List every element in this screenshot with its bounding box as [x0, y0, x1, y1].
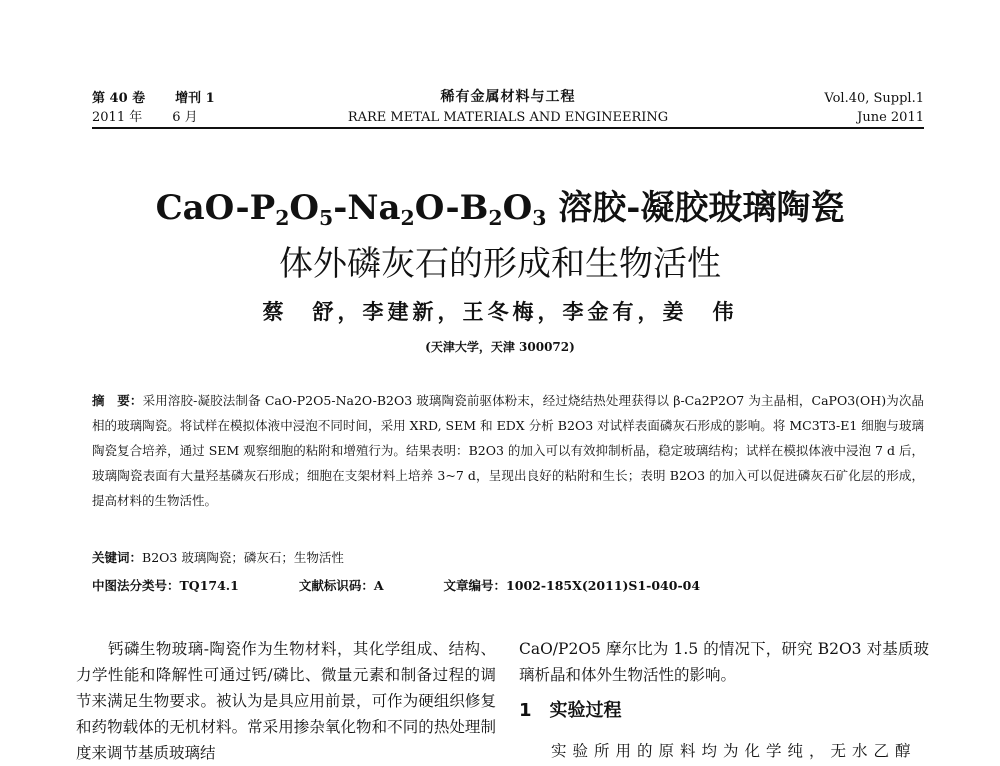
title-line-1-rest: 溶胶-凝胶玻璃陶瓷 — [558, 188, 845, 228]
volume-cn: 第 40 卷 — [92, 91, 146, 106]
body-left-column: 钙磷生物玻璃-陶瓷作为生物材料，其化学组成、结构、力学性能和降解性可通过钙/磷比、微量元素和制备过程的调节来满足生物要求。被认为是具应用前景，可作为硬组织修复和药物载体的无机材料。常采用掺杂氧化物和不同的热处理制度来调节基质玻璃结 — [76, 640, 496, 762]
authors: 蔡 舒，李建新，王冬梅，李金有，姜 伟 — [262, 299, 738, 324]
keywords-text: B2O3 玻璃陶瓷；磷灰石；生物活性 — [142, 550, 344, 565]
affiliation: (天津大学，天津 300072) — [425, 340, 575, 354]
right-paragraph-2: 实验所用的原料均为化学纯，无水乙醇 — [551, 742, 917, 760]
clc-number: 中图法分类号：TQ174.1 — [92, 578, 239, 593]
title-line-2: 体外磷灰石的形成和生物活性 — [279, 244, 721, 285]
section-title: 实验过程 — [549, 700, 622, 721]
abstract — [92, 388, 924, 513]
paper-title — [0, 186, 1000, 286]
keywords — [92, 548, 924, 566]
date-en: June 2011 — [857, 110, 924, 125]
keywords-label: 关键词： — [92, 550, 143, 565]
supplement-cn: 增刊 1 — [175, 91, 215, 106]
header-rule — [92, 127, 924, 129]
title-line-1: CaO-$P_2O_5-Na_2O-B_2O_3$ 溶胶-凝胶玻璃陶瓷 — [155, 188, 845, 231]
journal-title-cn: 稀有金属材料与工程 — [440, 89, 576, 105]
document-code: 文献标识码：A — [298, 578, 384, 593]
abstract-label: 摘 要： — [92, 393, 143, 408]
section-number: 1 — [519, 700, 532, 721]
section-heading — [519, 698, 929, 724]
year-cn: 2011 年 — [92, 110, 143, 125]
right-paragraph: CaO/P2O5 摩尔比为 1.5 的情况下，研究 B2O3 对基质玻璃析晶和体外生物活性的影响。 — [519, 640, 929, 684]
abstract-text: 采用溶胶-凝胶法制备 CaO-P2O5-Na2O-B2O3 玻璃陶瓷前驱体粉末，经过烧结热处理获得以 β-Ca2P2O7 为主晶相，CaPO3(OH)为次晶相的玻璃陶瓷。将试样在模拟体液中浸泡不同时间，采用 XRD, SEM 和 EDX 分析 B2O3 对试样表面磷灰石形成的影响。将 MC3T3-E1 细胞与玻璃陶瓷复合培养，通过 SEM 观察细胞的粘附和增殖行为。结果表明：B2O3 的加入可以有效抑制析晶，稳定玻璃结构；试样在模拟体液中浸泡 7 d 后，玻璃陶瓷表面有大量羟基磷灰石形成；细胞在支架材料上培养 3~7 d，呈现出良好的粘附和生长；表明 B2O3 的加入可以促进磷灰石矿化层的形成，提高材料的生物活性。 — [92, 393, 924, 508]
month-cn: 6 月 — [172, 110, 198, 125]
page-header — [92, 86, 924, 129]
volume-en: Vol.40, Suppl.1 — [824, 91, 924, 106]
article-number: 文章编号：1002-185X(2011)S1-040-04 — [443, 578, 701, 593]
classification-line — [92, 576, 924, 594]
journal-title-en: RARE METAL MATERIALS AND ENGINEERING — [347, 110, 669, 125]
body-right-column — [519, 636, 929, 764]
